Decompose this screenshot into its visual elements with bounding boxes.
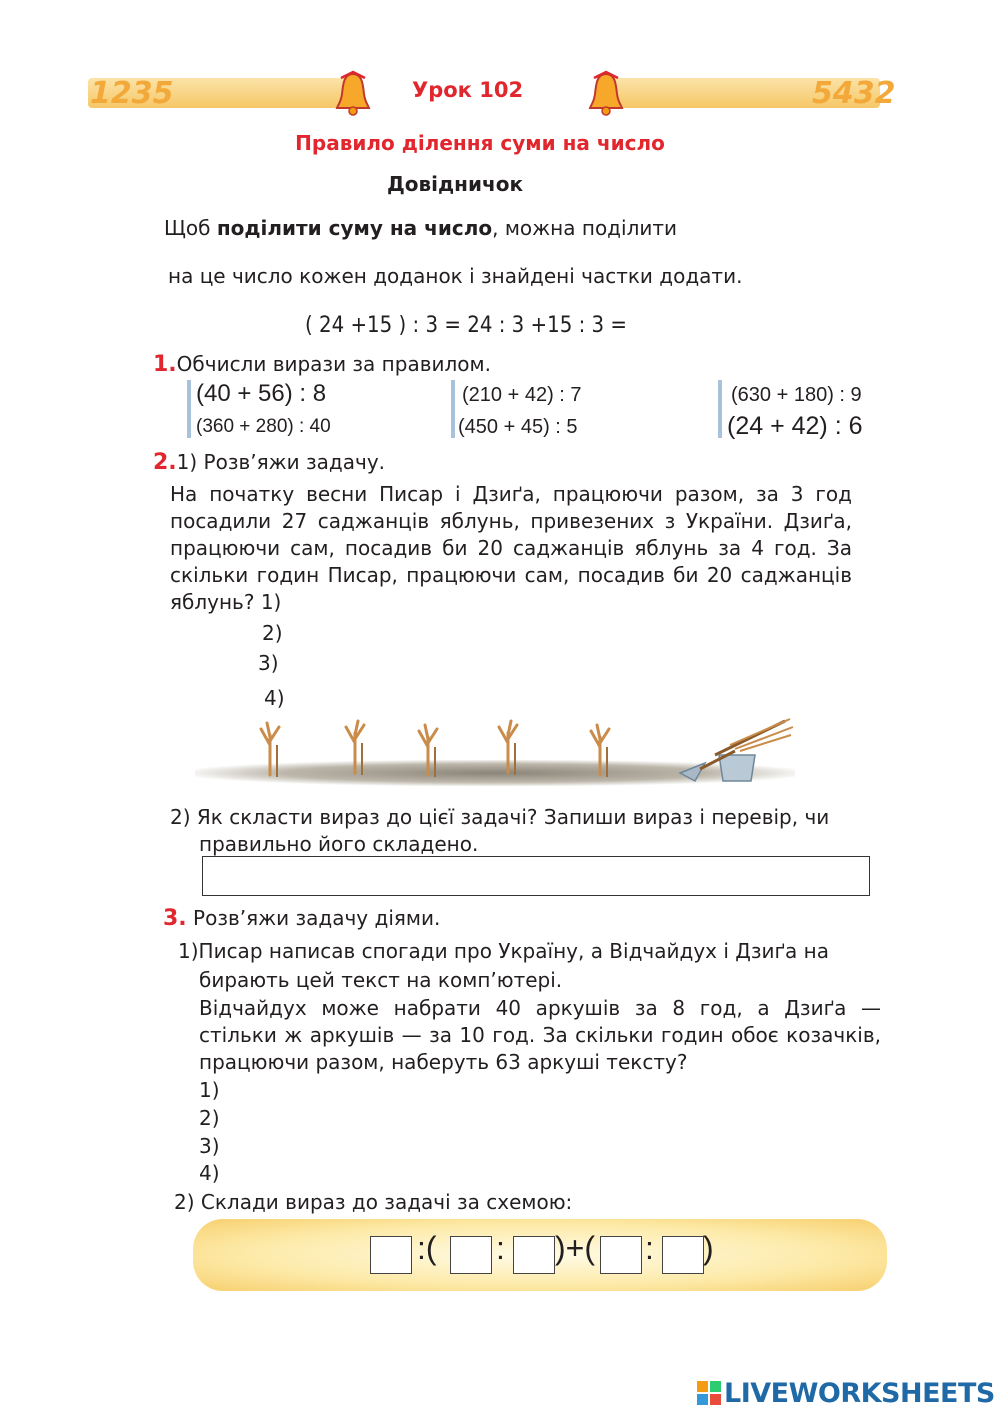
task1-expression-2: (360 + 280) : 40 xyxy=(196,416,331,437)
task3-title: Розв’яжи задачу діями. xyxy=(193,906,441,930)
task1-title: Обчисли вирази за правилом. xyxy=(176,352,491,376)
scheme-input-4[interactable] xyxy=(600,1236,642,1274)
task2-step-3: 3) xyxy=(258,651,279,675)
scheme-input-2[interactable] xyxy=(450,1236,492,1274)
bell-icon-left xyxy=(333,70,373,116)
task2-step-4: 4) xyxy=(264,686,285,710)
task2-number: 2. xyxy=(153,450,177,475)
task3-sub2: 2) Склади вираз до задачі за схемою: xyxy=(174,1190,573,1214)
task1-number: 1. xyxy=(153,352,177,377)
task2-sub2-line1: 2) Як скласти вираз до цієї задачі? Запиши вираз і перевір, чи xyxy=(170,805,830,829)
rule-line-1-start: Щоб xyxy=(164,216,217,240)
task3-problem-text: Відчайдух може набрати 40 аркушів за 8 год, а Дзиґа — стільки ж аркушів — за 10 год. За скільки годин обоє козачків, працюючи разом, наберуть 63 аркуші тексту? xyxy=(199,996,881,1074)
task1-divider-3 xyxy=(718,380,722,438)
saplings-illustration xyxy=(195,715,805,785)
task2-heading xyxy=(153,450,385,475)
liveworksheets-brand: LIVEWORKSHEETS xyxy=(724,1378,995,1409)
rule-line-1-end: , можна поділити xyxy=(492,216,677,240)
task2-title: 1) Розв’яжи задачу. xyxy=(176,450,386,474)
task1-expression-6: (24 + 42) : 6 xyxy=(727,412,863,440)
scheme-symbol-2: : xyxy=(496,1230,505,1266)
scheme-symbol-1: :( xyxy=(417,1230,437,1266)
reference-title: Довідничок xyxy=(386,172,524,196)
task3-step-2: 2) xyxy=(199,1106,220,1130)
bell-icon-right xyxy=(586,70,626,116)
scheme-input-1[interactable] xyxy=(370,1236,412,1274)
liveworksheets-logo-icon xyxy=(697,1381,721,1405)
scheme-symbol-3: )+( xyxy=(555,1230,595,1266)
rule-line-2: на це число кожен доданок і знайдені частки додати. xyxy=(168,264,743,288)
task3-step-4: 4) xyxy=(199,1161,220,1185)
task2-step-2: 2) xyxy=(262,621,283,645)
task2-answer-input[interactable] xyxy=(202,856,870,896)
task3-sub1-line1: 1)Писар написав спогади про Україну, а Відчайдух і Дзиґа на xyxy=(178,939,829,963)
rule-line-1-bold: поділити суму на число xyxy=(216,216,493,240)
deco-numbers-right: 5432 xyxy=(812,76,896,111)
task3-step-3: 3) xyxy=(199,1134,220,1158)
task3-step-1: 1) xyxy=(199,1078,220,1102)
task2-sub2-line2: правильно його складено. xyxy=(199,832,479,856)
task1-expression-4: (450 + 45) : 5 xyxy=(458,416,578,438)
task1-expression-5: (630 + 180) : 9 xyxy=(731,384,862,406)
rule-example: ( 24 +15 ) : 3 = 24 : 3 +15 : 3 = xyxy=(305,313,627,338)
task1-expression-1: (40 + 56) : 8 xyxy=(196,380,327,407)
deco-numbers-left: 1235 xyxy=(90,76,174,111)
scheme-input-5[interactable] xyxy=(662,1236,704,1274)
task1-divider-2 xyxy=(451,380,455,438)
task1-heading xyxy=(153,352,491,377)
lesson-title: Урок 102 xyxy=(412,78,524,102)
task1-divider-1 xyxy=(187,380,191,438)
task1-expression-3: (210 + 42) : 7 xyxy=(462,384,582,406)
scheme-symbol-4: : xyxy=(645,1230,654,1266)
task3-sub1-line2: бирають цей текст на комп’ютері. xyxy=(199,968,563,992)
task3-number: 3. xyxy=(163,906,187,931)
task2-problem-text: На початку весни Писар і Дзиґа, працюючи разом, за 3 год посадили 27 саджанців яблунь, привезених з України. Дзиґа, працюючи сам, посадив би 20 саджанців яблунь за 4 год. За скільки годин Писар, працюючи сам, посадив би 20 саджанців яблунь? 1) xyxy=(170,482,852,614)
rule-line-1 xyxy=(164,216,677,240)
topic-title: Правило ділення суми на число xyxy=(295,131,665,155)
task3-heading xyxy=(163,906,440,931)
scheme-input-3[interactable] xyxy=(513,1236,555,1274)
scheme-symbol-5: ) xyxy=(703,1230,714,1266)
